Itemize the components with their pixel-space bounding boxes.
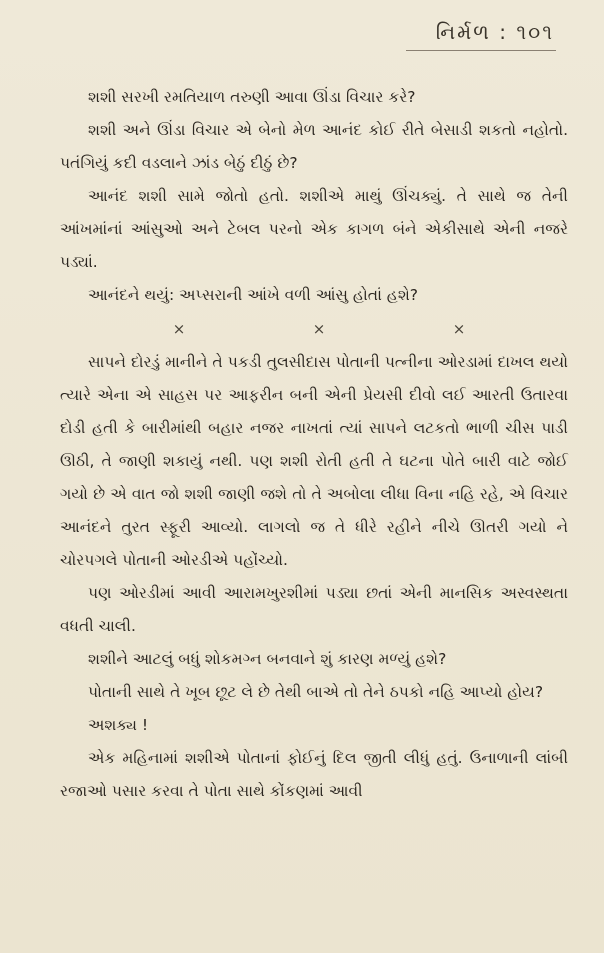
divider-mark: ×: [452, 320, 466, 338]
paragraph-10: એક મહિનામાં શશીએ પોતાનાં ફોઈનું દિલ જીતી લીધું હતું. ઉનાળાની લાંબી રજાઓ પસાર કરવા તે પોતા સાથે કોંકણમાં આવી: [60, 749, 568, 800]
paragraph-4: આનંદને થયું: અપ્સરાની આંખે વળી આંસુ હોતાં હશે?: [88, 286, 419, 304]
paragraph-7: શશીને આટલું બધું શોકમગ્ન બનવાને શું કારણ મળ્યું હશે?: [88, 650, 447, 668]
paragraph-3: આનંદ શશી સામે જોતો હતો. શશીએ માથું ઊંચક્યું. તે સાથે જ તેની આંખમાંનાં આંસુઓ અને ટેબલ પરનો એક કાગળ બંને એકીસાથે એની નજરે પડ્યાં.: [60, 187, 568, 271]
paragraph-9: અશક્ય !: [88, 716, 149, 734]
header-rule: [406, 50, 556, 51]
divider-mark: ×: [172, 320, 186, 338]
paragraph-6: પણ ઓરડીમાં આવી આરામખુરશીમાં પડ્યા છતાં એની માનસિક અસ્વસ્થતા વધતી ચાલી.: [60, 584, 568, 635]
paragraph-2: શશી અને ઊંડા વિચાર એ બેનો મેળ આનંદ કોઈ રીતે બેસાડી શકતો નહોતો. પતંગિયું કદી વડલાને ઝાંડ બેઠું દીઠું છે?: [60, 121, 568, 172]
paragraph-1: શશી સરખી રમતિયાળ તરુણી આવા ઊંડા વિચાર કરે?: [88, 88, 416, 106]
paragraph-8: પોતાની સાથે તે ખૂબ છૂટ લે છે તેથી બાએ તો તેને ઠપકો નહિ આપ્યો હોય?: [88, 683, 544, 701]
paragraph-5: સાપને દોરડું માનીને તે પકડી તુલસીદાસ પોતાની પત્નીના ઓરડામાં દાખલ થયો ત્યારે એના એ સાહસ પર આફરીન બની એની પ્રેયસી દીવો લઈ આરતી ઉતારવા દોડી હતી કે બારીમાંથી બહાર નજર નાખતાં ત્યાં સાપને લટકતો ભાળી ચીસ પાડી ઊઠી, તે જાણી શકાયું નથી. પણ શશી રોતી હતી તે ઘટના પોતે બારી વાટે જોઈ ગયો છે એ વાત જો શશી જાણી જશે તો તે અબોલા લીધા વિના નહિ રહે, એ વિચાર આનંદને તુરત સ્ફૂરી આવ્યો. લાગલો જ તે ધીરે રહીને નીચે ઊતરી ગયો ને ચોરપગલે પોતાની ઓરડીએ પહોંચ્યો.: [60, 353, 568, 569]
running-head: નિર્મળ : ૧૦૧: [435, 20, 554, 44]
divider-mark: ×: [312, 320, 326, 338]
section-divider: [99, 312, 529, 346]
